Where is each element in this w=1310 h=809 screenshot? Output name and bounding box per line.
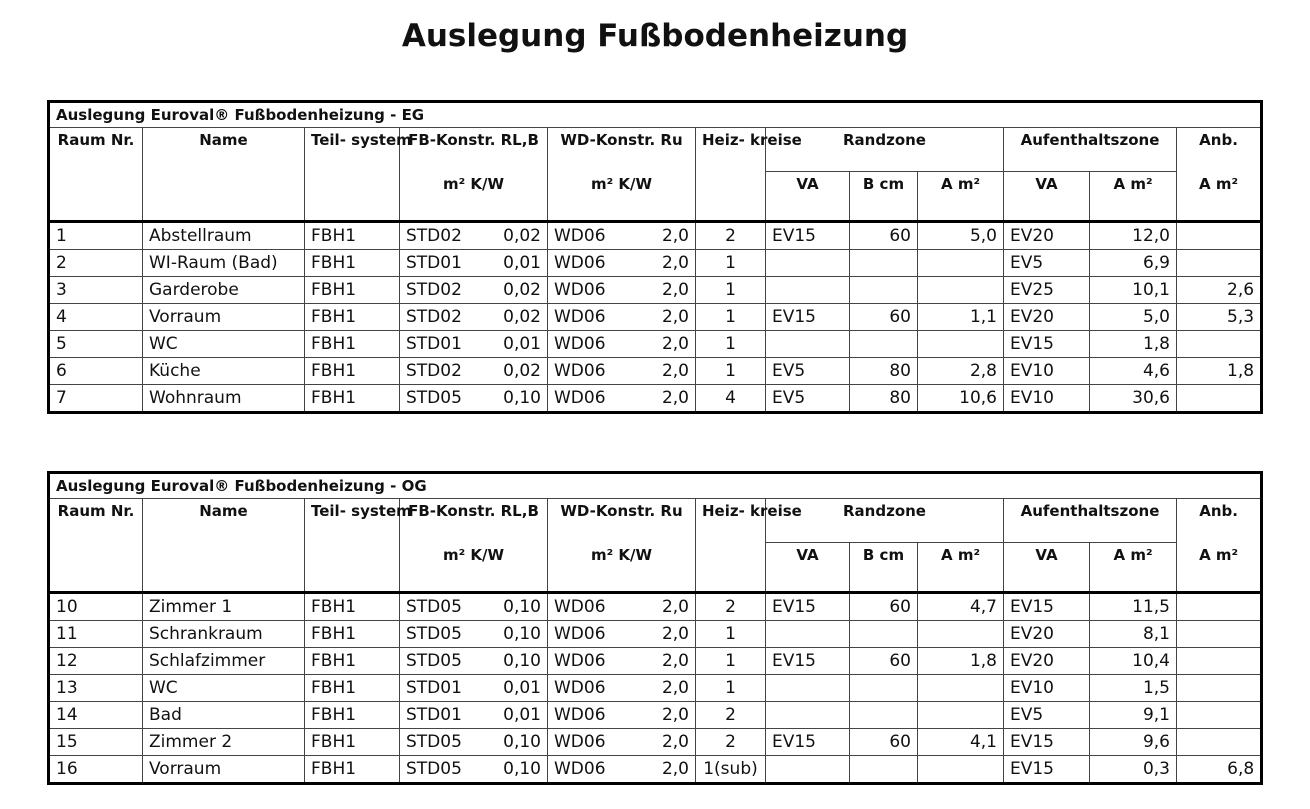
cell-wd-code: WD06	[548, 593, 628, 621]
cell-fb-value: 0,10	[480, 648, 548, 675]
cell-heizkreise: 1	[696, 331, 766, 358]
header-rz-a: A m²	[918, 172, 1004, 222]
cell-raum-nr: 11	[49, 621, 143, 648]
cell-raum-nr: 4	[49, 304, 143, 331]
cell-teilsystem: FBH1	[305, 277, 400, 304]
cell-anb-a	[1177, 648, 1262, 675]
header-aufenthaltszone: Aufenthaltszone	[1004, 128, 1177, 172]
cell-raum-nr: 15	[49, 729, 143, 756]
cell-az-a: 1,5	[1090, 675, 1177, 702]
cell-rz-va: EV15	[766, 648, 850, 675]
table-row	[49, 277, 1262, 304]
cell-teilsystem: FBH1	[305, 358, 400, 385]
cell-wd-code: WD06	[548, 250, 628, 277]
cell-rz-a: 1,8	[918, 648, 1004, 675]
cell-az-a: 9,1	[1090, 702, 1177, 729]
cell-az-va: EV5	[1004, 702, 1090, 729]
cell-rz-va: EV5	[766, 358, 850, 385]
cell-fb-value: 0,10	[480, 385, 548, 413]
cell-rz-a: 4,7	[918, 593, 1004, 621]
cell-wd-value: 2,0	[628, 277, 696, 304]
cell-rz-a	[918, 277, 1004, 304]
cell-fb-code: STD05	[400, 621, 480, 648]
header-wd-konstr: WD-Konstr. Ru	[548, 499, 696, 543]
header-rz-va: VA	[766, 172, 850, 222]
header-name: Name	[143, 128, 305, 222]
table-row	[49, 675, 1262, 702]
cell-fb-code: STD02	[400, 222, 480, 250]
cell-name: Zimmer 1	[143, 593, 305, 621]
cell-rz-a	[918, 756, 1004, 784]
cell-az-a: 0,3	[1090, 756, 1177, 784]
table-row	[49, 756, 1262, 784]
cell-az-a: 4,6	[1090, 358, 1177, 385]
cell-fb-value: 0,10	[480, 756, 548, 784]
cell-heizkreise: 1	[696, 250, 766, 277]
cell-name: WI-Raum (Bad)	[143, 250, 305, 277]
cell-anb-a	[1177, 250, 1262, 277]
cell-rz-a: 5,0	[918, 222, 1004, 250]
cell-name: Wohnraum	[143, 385, 305, 413]
cell-az-va: EV10	[1004, 358, 1090, 385]
cell-teilsystem: FBH1	[305, 702, 400, 729]
page-title: Auslegung Fußbodenheizung	[401, 18, 909, 54]
header-anb-a: A m²	[1177, 172, 1262, 222]
cell-rz-a	[918, 331, 1004, 358]
cell-fb-code: STD02	[400, 358, 480, 385]
cell-fb-value: 0,10	[480, 729, 548, 756]
cell-az-va: EV20	[1004, 304, 1090, 331]
cell-name: Bad	[143, 702, 305, 729]
cell-anb-a: 2,6	[1177, 277, 1262, 304]
cell-anb-a	[1177, 702, 1262, 729]
cell-az-va: EV10	[1004, 675, 1090, 702]
header-fb-unit: m² K/W	[400, 172, 548, 222]
header-fb-konstr: FB-Konstr. RL,B	[400, 499, 548, 543]
cell-heizkreise: 1	[696, 621, 766, 648]
cell-wd-code: WD06	[548, 621, 628, 648]
cell-fb-code: STD05	[400, 648, 480, 675]
cell-az-va: EV20	[1004, 222, 1090, 250]
header-raum-nr: Raum Nr.	[49, 499, 143, 593]
header-fb-konstr: FB-Konstr. RL,B	[400, 128, 548, 172]
cell-raum-nr: 3	[49, 277, 143, 304]
cell-raum-nr: 14	[49, 702, 143, 729]
cell-wd-code: WD06	[548, 702, 628, 729]
cell-raum-nr: 6	[49, 358, 143, 385]
cell-fb-value: 0,02	[480, 277, 548, 304]
cell-wd-value: 2,0	[628, 593, 696, 621]
header-aufenthaltszone: Aufenthaltszone	[1004, 499, 1177, 543]
cell-fb-value: 0,02	[480, 222, 548, 250]
table-row	[49, 250, 1262, 277]
header-rz-b: B cm	[850, 543, 918, 593]
cell-fb-value: 0,01	[480, 702, 548, 729]
cell-az-a: 30,6	[1090, 385, 1177, 413]
cell-rz-a	[918, 675, 1004, 702]
cell-az-va: EV15	[1004, 729, 1090, 756]
header-wd-konstr: WD-Konstr. Ru	[548, 128, 696, 172]
cell-wd-value: 2,0	[628, 304, 696, 331]
cell-rz-b: 60	[850, 729, 918, 756]
header-az-va: VA	[1004, 543, 1090, 593]
cell-rz-va	[766, 621, 850, 648]
table-row	[49, 358, 1262, 385]
cell-raum-nr: 7	[49, 385, 143, 413]
cell-fb-code: STD02	[400, 304, 480, 331]
cell-az-a: 5,0	[1090, 304, 1177, 331]
cell-rz-a	[918, 702, 1004, 729]
cell-wd-code: WD06	[548, 277, 628, 304]
cell-rz-b: 80	[850, 385, 918, 413]
header-anb: Anb.	[1177, 128, 1262, 172]
cell-rz-va: EV5	[766, 385, 850, 413]
cell-raum-nr: 1	[49, 222, 143, 250]
cell-heizkreise: 1	[696, 277, 766, 304]
cell-rz-b	[850, 621, 918, 648]
cell-teilsystem: FBH1	[305, 385, 400, 413]
header-rz-va: VA	[766, 543, 850, 593]
cell-wd-code: WD06	[548, 648, 628, 675]
cell-name: Vorraum	[143, 304, 305, 331]
cell-heizkreise: 2	[696, 702, 766, 729]
cell-wd-value: 2,0	[628, 756, 696, 784]
cell-teilsystem: FBH1	[305, 648, 400, 675]
cell-fb-value: 0,01	[480, 250, 548, 277]
cell-wd-code: WD06	[548, 331, 628, 358]
cell-heizkreise: 1	[696, 648, 766, 675]
table-row	[49, 729, 1262, 756]
cell-raum-nr: 5	[49, 331, 143, 358]
cell-teilsystem: FBH1	[305, 222, 400, 250]
cell-wd-value: 2,0	[628, 648, 696, 675]
cell-raum-nr: 10	[49, 593, 143, 621]
cell-rz-b	[850, 756, 918, 784]
cell-fb-value: 0,01	[480, 675, 548, 702]
header-fb-unit: m² K/W	[400, 543, 548, 593]
cell-anb-a: 1,8	[1177, 358, 1262, 385]
cell-heizkreise: 4	[696, 385, 766, 413]
table-body	[49, 593, 1262, 784]
header-anb-a: A m²	[1177, 543, 1262, 593]
cell-name: Zimmer 2	[143, 729, 305, 756]
cell-name: WC	[143, 675, 305, 702]
cell-teilsystem: FBH1	[305, 729, 400, 756]
cell-teilsystem: FBH1	[305, 304, 400, 331]
cell-wd-value: 2,0	[628, 385, 696, 413]
header-heizkreise: Heiz- kreise	[696, 499, 766, 593]
table-caption: Auslegung Euroval® Fußbodenheizung - OG	[49, 473, 1262, 499]
cell-wd-value: 2,0	[628, 702, 696, 729]
cell-rz-b: 80	[850, 358, 918, 385]
cell-rz-va	[766, 702, 850, 729]
cell-wd-value: 2,0	[628, 222, 696, 250]
table-body	[49, 222, 1262, 413]
header-teilsystem: Teil- system	[305, 499, 400, 593]
header-az-va: VA	[1004, 172, 1090, 222]
header-rz-a: A m²	[918, 543, 1004, 593]
cell-teilsystem: FBH1	[305, 593, 400, 621]
cell-heizkreise: 2	[696, 222, 766, 250]
cell-fb-code: STD05	[400, 593, 480, 621]
cell-wd-code: WD06	[548, 729, 628, 756]
cell-az-va: EV5	[1004, 250, 1090, 277]
cell-wd-value: 2,0	[628, 675, 696, 702]
header-az-a: A m²	[1090, 543, 1177, 593]
table-row	[49, 385, 1262, 413]
cell-az-a: 1,8	[1090, 331, 1177, 358]
table-og	[47, 471, 1263, 785]
cell-rz-b: 60	[850, 648, 918, 675]
cell-wd-value: 2,0	[628, 250, 696, 277]
cell-wd-value: 2,0	[628, 358, 696, 385]
cell-heizkreise: 1	[696, 675, 766, 702]
header-az-a: A m²	[1090, 172, 1177, 222]
cell-rz-va	[766, 250, 850, 277]
cell-name: Küche	[143, 358, 305, 385]
cell-rz-va: EV15	[766, 222, 850, 250]
cell-anb-a	[1177, 222, 1262, 250]
cell-az-a: 6,9	[1090, 250, 1177, 277]
cell-rz-va	[766, 675, 850, 702]
cell-wd-code: WD06	[548, 358, 628, 385]
cell-rz-b	[850, 702, 918, 729]
cell-heizkreise: 1	[696, 358, 766, 385]
cell-wd-code: WD06	[548, 756, 628, 784]
cell-heizkreise: 2	[696, 729, 766, 756]
cell-rz-a: 2,8	[918, 358, 1004, 385]
cell-raum-nr: 2	[49, 250, 143, 277]
cell-heizkreise: 1(sub)	[696, 756, 766, 784]
cell-rz-b: 60	[850, 304, 918, 331]
cell-az-va: EV20	[1004, 621, 1090, 648]
cell-wd-value: 2,0	[628, 331, 696, 358]
cell-fb-value: 0,02	[480, 304, 548, 331]
cell-fb-value: 0,10	[480, 621, 548, 648]
cell-az-a: 10,4	[1090, 648, 1177, 675]
table-row	[49, 593, 1262, 621]
cell-rz-b	[850, 331, 918, 358]
header-name: Name	[143, 499, 305, 593]
cell-rz-a: 1,1	[918, 304, 1004, 331]
header-teilsystem: Teil- system	[305, 128, 400, 222]
cell-rz-b	[850, 675, 918, 702]
cell-heizkreise: 2	[696, 593, 766, 621]
cell-anb-a	[1177, 385, 1262, 413]
cell-rz-va: EV15	[766, 593, 850, 621]
cell-az-a: 12,0	[1090, 222, 1177, 250]
cell-anb-a	[1177, 621, 1262, 648]
cell-fb-code: STD01	[400, 331, 480, 358]
table-caption: Auslegung Euroval® Fußbodenheizung - EG	[49, 102, 1262, 128]
header-randzone: Randzone	[766, 128, 1004, 172]
cell-az-va: EV25	[1004, 277, 1090, 304]
cell-wd-code: WD06	[548, 304, 628, 331]
cell-rz-va: EV15	[766, 729, 850, 756]
cell-raum-nr: 12	[49, 648, 143, 675]
cell-fb-code: STD05	[400, 756, 480, 784]
cell-rz-a: 10,6	[918, 385, 1004, 413]
cell-az-a: 8,1	[1090, 621, 1177, 648]
cell-az-a: 9,6	[1090, 729, 1177, 756]
cell-rz-a: 4,1	[918, 729, 1004, 756]
header-raum-nr: Raum Nr.	[49, 128, 143, 222]
cell-anb-a	[1177, 331, 1262, 358]
cell-anb-a	[1177, 675, 1262, 702]
cell-name: WC	[143, 331, 305, 358]
cell-fb-code: STD02	[400, 277, 480, 304]
table-row	[49, 331, 1262, 358]
cell-az-va: EV20	[1004, 648, 1090, 675]
cell-wd-code: WD06	[548, 222, 628, 250]
cell-teilsystem: FBH1	[305, 756, 400, 784]
cell-name: Garderobe	[143, 277, 305, 304]
header-anb: Anb.	[1177, 499, 1262, 543]
cell-name: Schlafzimmer	[143, 648, 305, 675]
cell-anb-a	[1177, 593, 1262, 621]
cell-az-va: EV15	[1004, 593, 1090, 621]
table-row	[49, 304, 1262, 331]
cell-teilsystem: FBH1	[305, 675, 400, 702]
cell-fb-code: STD05	[400, 385, 480, 413]
cell-heizkreise: 1	[696, 304, 766, 331]
cell-rz-b	[850, 250, 918, 277]
cell-teilsystem: FBH1	[305, 621, 400, 648]
cell-name: Schrankraum	[143, 621, 305, 648]
cell-fb-value: 0,10	[480, 593, 548, 621]
header-wd-unit: m² K/W	[548, 543, 696, 593]
cell-az-a: 10,1	[1090, 277, 1177, 304]
cell-anb-a: 5,3	[1177, 304, 1262, 331]
cell-wd-value: 2,0	[628, 729, 696, 756]
cell-name: Vorraum	[143, 756, 305, 784]
cell-wd-value: 2,0	[628, 621, 696, 648]
cell-fb-code: STD01	[400, 250, 480, 277]
cell-rz-b	[850, 277, 918, 304]
header-wd-unit: m² K/W	[548, 172, 696, 222]
cell-fb-value: 0,01	[480, 331, 548, 358]
cell-az-va: EV15	[1004, 331, 1090, 358]
cell-anb-a: 6,8	[1177, 756, 1262, 784]
cell-raum-nr: 16	[49, 756, 143, 784]
cell-fb-value: 0,02	[480, 358, 548, 385]
cell-az-va: EV10	[1004, 385, 1090, 413]
cell-rz-va	[766, 277, 850, 304]
cell-rz-va: EV15	[766, 304, 850, 331]
cell-wd-code: WD06	[548, 385, 628, 413]
cell-fb-code: STD01	[400, 675, 480, 702]
cell-az-va: EV15	[1004, 756, 1090, 784]
cell-rz-b: 60	[850, 593, 918, 621]
cell-teilsystem: FBH1	[305, 250, 400, 277]
table-row	[49, 702, 1262, 729]
table-row	[49, 222, 1262, 250]
cell-raum-nr: 13	[49, 675, 143, 702]
cell-fb-code: STD01	[400, 702, 480, 729]
header-randzone: Randzone	[766, 499, 1004, 543]
cell-teilsystem: FBH1	[305, 331, 400, 358]
table-row	[49, 621, 1262, 648]
table-eg	[47, 100, 1263, 414]
cell-rz-va	[766, 331, 850, 358]
cell-rz-b: 60	[850, 222, 918, 250]
header-rz-b: B cm	[850, 172, 918, 222]
header-heizkreise: Heiz- kreise	[696, 128, 766, 222]
cell-rz-a	[918, 621, 1004, 648]
cell-az-a: 11,5	[1090, 593, 1177, 621]
cell-rz-va	[766, 756, 850, 784]
table-row	[49, 648, 1262, 675]
cell-anb-a	[1177, 729, 1262, 756]
cell-rz-a	[918, 250, 1004, 277]
cell-fb-code: STD05	[400, 729, 480, 756]
cell-wd-code: WD06	[548, 675, 628, 702]
cell-name: Abstellraum	[143, 222, 305, 250]
